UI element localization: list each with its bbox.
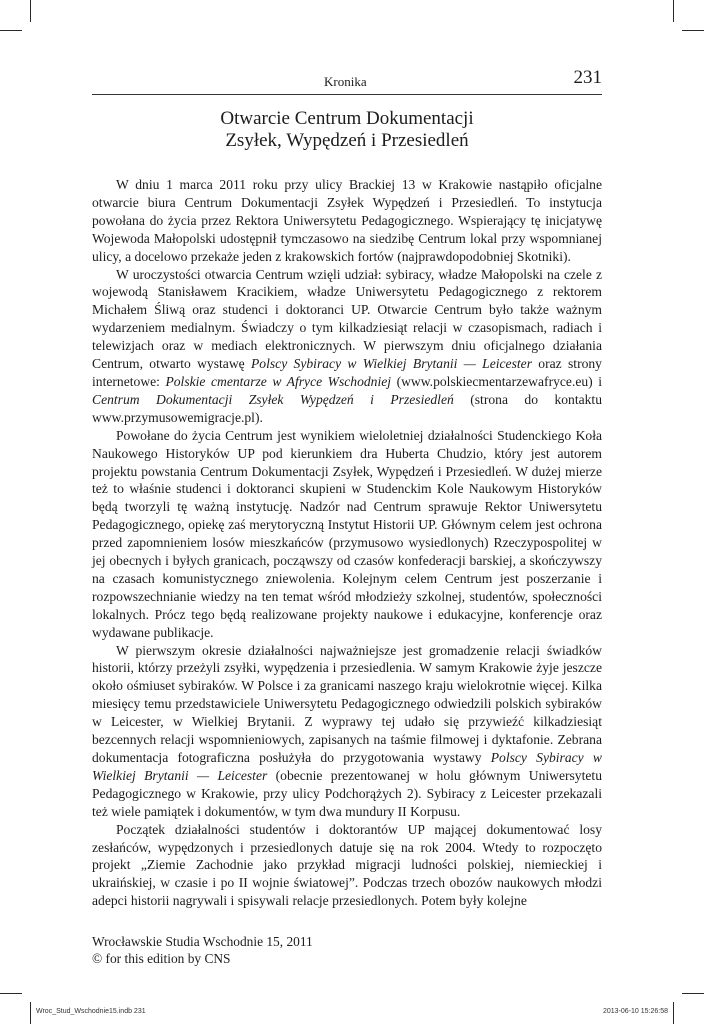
crop-mark-bottom-left [30,1002,31,1024]
paragraph-3: Powołane do życia Centrum jest wynikiem wieloletniej działalności Studenckiego Koła Naukowego Historyków UP pod kierunkiem dra Huberta Chudzio, który jest autorem projektu powstania Centrum Dokumentacji Zsyłek, Wypędzeń i Przesiedleń. W dużej mierze też to właśnie studenci i doktoranci skupieni w Studenckim Kole Naukowym Historyków będą tworzyli tę ważną instytucję. Nadzór nad Centrum sprawuje Rektor Uniwersytetu Pedagogicznego, opiekę zaś merytoryczną Instytut Historii UP. Głównym celem jest ochrona przed zapomnieniem losów mieszkańców (przymusowo wysiedlonych) Rzeczypospolitej w jej obecnych i byłych granicach, począwszy od czasów konfederacji barskiej, a skończywszy na czasach komunistycznego zniewolenia. Kolejnym celem Centrum jest poszerzanie i rozpowszechnianie wiedzy na ten temat wśród młodzieży szkolnej, studentów, społeczności lokalnych. Prócz tego będą realizowane projekty naukowe i edukacyjne, konferencje oraz wydawane publikacje. [92,427,602,640]
article-body [92,176,602,910]
website-title-cemeteries: Polskie cmentarze w Afryce Wschodniej [165,373,392,389]
page-header [92,66,602,95]
crop-mark-bottom-left-h [0,993,22,994]
page-number: 231 [573,67,602,88]
paragraph-1: W dniu 1 marca 2011 roku przy ulicy Brackiej 13 w Krakowie nastąpiło oficjalne otwarcie biura Centrum Dokumentacji Zsyłek Wypędzeń i Przesiedleń. To instytucja powołana do życia przez Rektora Uniwersytetu Pedagogicznego. Wspierający tę inicjatywę Wojewoda Małopolski udostępnił tymczasowo na siedzibę Centrum lokal przy wspomnianej ulicy, a docelowo przekaże jeden z krakowskich fortów (najprawdopodobniej Skotniki). [92,177,602,264]
article-title [92,108,602,152]
crop-mark-bottom-right [673,1002,674,1024]
title-line-2: Zsyłek, Wypędzeń i Przesiedleń [225,130,469,151]
paragraph-2: W uroczystości otwarcia Centrum wzięli udział: sybiracy, władze Małopolski na czele z wojewodą Stanisławem Kracikiem, władze Uniwersytetu Pedagogicznego z rektorem Michałem Śliwą oraz studenci i doktoranci UP. Otwarcie Centrum było także ważnym wydarzeniem medialnym. Świadczy o tym kilkadziesiąt relacji w czasopismach, radiach i telewizjach oraz w mediach elektronicznych. W pierwszym dniu oficjalnego działania Centrum, otwarto wystawę Polscy Sybiracy w Wielkiej Brytanii — Leicester oraz strony internetowe: Polskie cmentarze w Afryce Wschodniej (www.polskiecmentarzewafryce.eu) i Centrum Dokumentacji Zsyłek Wypędzeń i Przesiedleń (strona do kontaktu www.przymusowemigracje.pl). [92,266,603,425]
paragraph-4: W pierwszym okresie działalności najważniejsze jest gromadzenie relacji świadków historii, którzy przeżyli zsyłki, wypędzenia i przesiedlenia. W samym Krakowie żyje jeszcze około ośmiuset sybiraków. W Polsce i za granicami naszego kraju wielokrotnie więcej. Kilka miesięcy temu przedstawiciele Uniwersytetu Pedagogicznego odwiedzili polskich sybiraków w Leicester, w Wielkiej Brytanii. Z wyprawy tej udało się przywieźć kilkadziesiąt bezcennych relacji wspomnieniowych, zapisanych na taśmie filmowej i dyktafonie. Zebrana dokumentacja fotograficzna posłużyła do przygotowania wystawy Polscy Sybiracy w Wielkiej Brytanii — Leicester (obecnie prezentowanej w holu głównym Uniwersytetu Pedagogicznego w Krakowie, przy ulicy Podchorążych 2). Sybiracy z Leicester przekazali też wiele pamiątek i dokumentów, w tym dwa mundury II Korpusu. [92,642,602,819]
copyright-footer: © for this edition by CNS [92,951,231,966]
crop-mark-top-left-h [0,30,22,31]
title-line-1: Otwarcie Centrum Dokumentacji [220,108,474,129]
crop-mark-top-right-h [682,30,704,31]
crop-mark-top-left [30,0,31,22]
website-title-centre: Centrum Dokumentacji Zsyłek Wypędzeń i Przesiedleń [92,391,454,407]
exhibition-title: Polscy Sybiracy w Wielkiej Brytanii — Leicester [92,750,602,783]
crop-mark-bottom-right-h [682,993,704,994]
print-slug-file: Wroc_Stud_Wschodnie15.indb 231 [36,1008,146,1015]
print-slug-timestamp: 2013-06-10 15:26:58 [603,1008,668,1015]
journal-footer: Wrocławskie Studia Wschodnie 15, 2011 [92,934,313,949]
paragraph-5: Początek działalności studentów i doktorantów UP mającej dokumentować losy zesłańców, wypędzonych i przesiedlonych datuje się na rok 2004. Wtedy to rozpoczęto projekt „Ziemie Zachodnie jako przykład migracji ludności polskiej, niemieckiej i ukraińskiej, w czasie i po II wojnie światowej”. Podczas trzech obozów naukowych młodzi adepci historii nagrywali i spisywali relacje przesiedlonych. Potem były kolejne [92,821,602,909]
crop-mark-top-right [673,0,674,22]
exhibition-title: Polscy Sybiracy w Wielkiej Brytanii — Leicester [251,356,532,372]
running-head: Kronika [324,74,367,89]
